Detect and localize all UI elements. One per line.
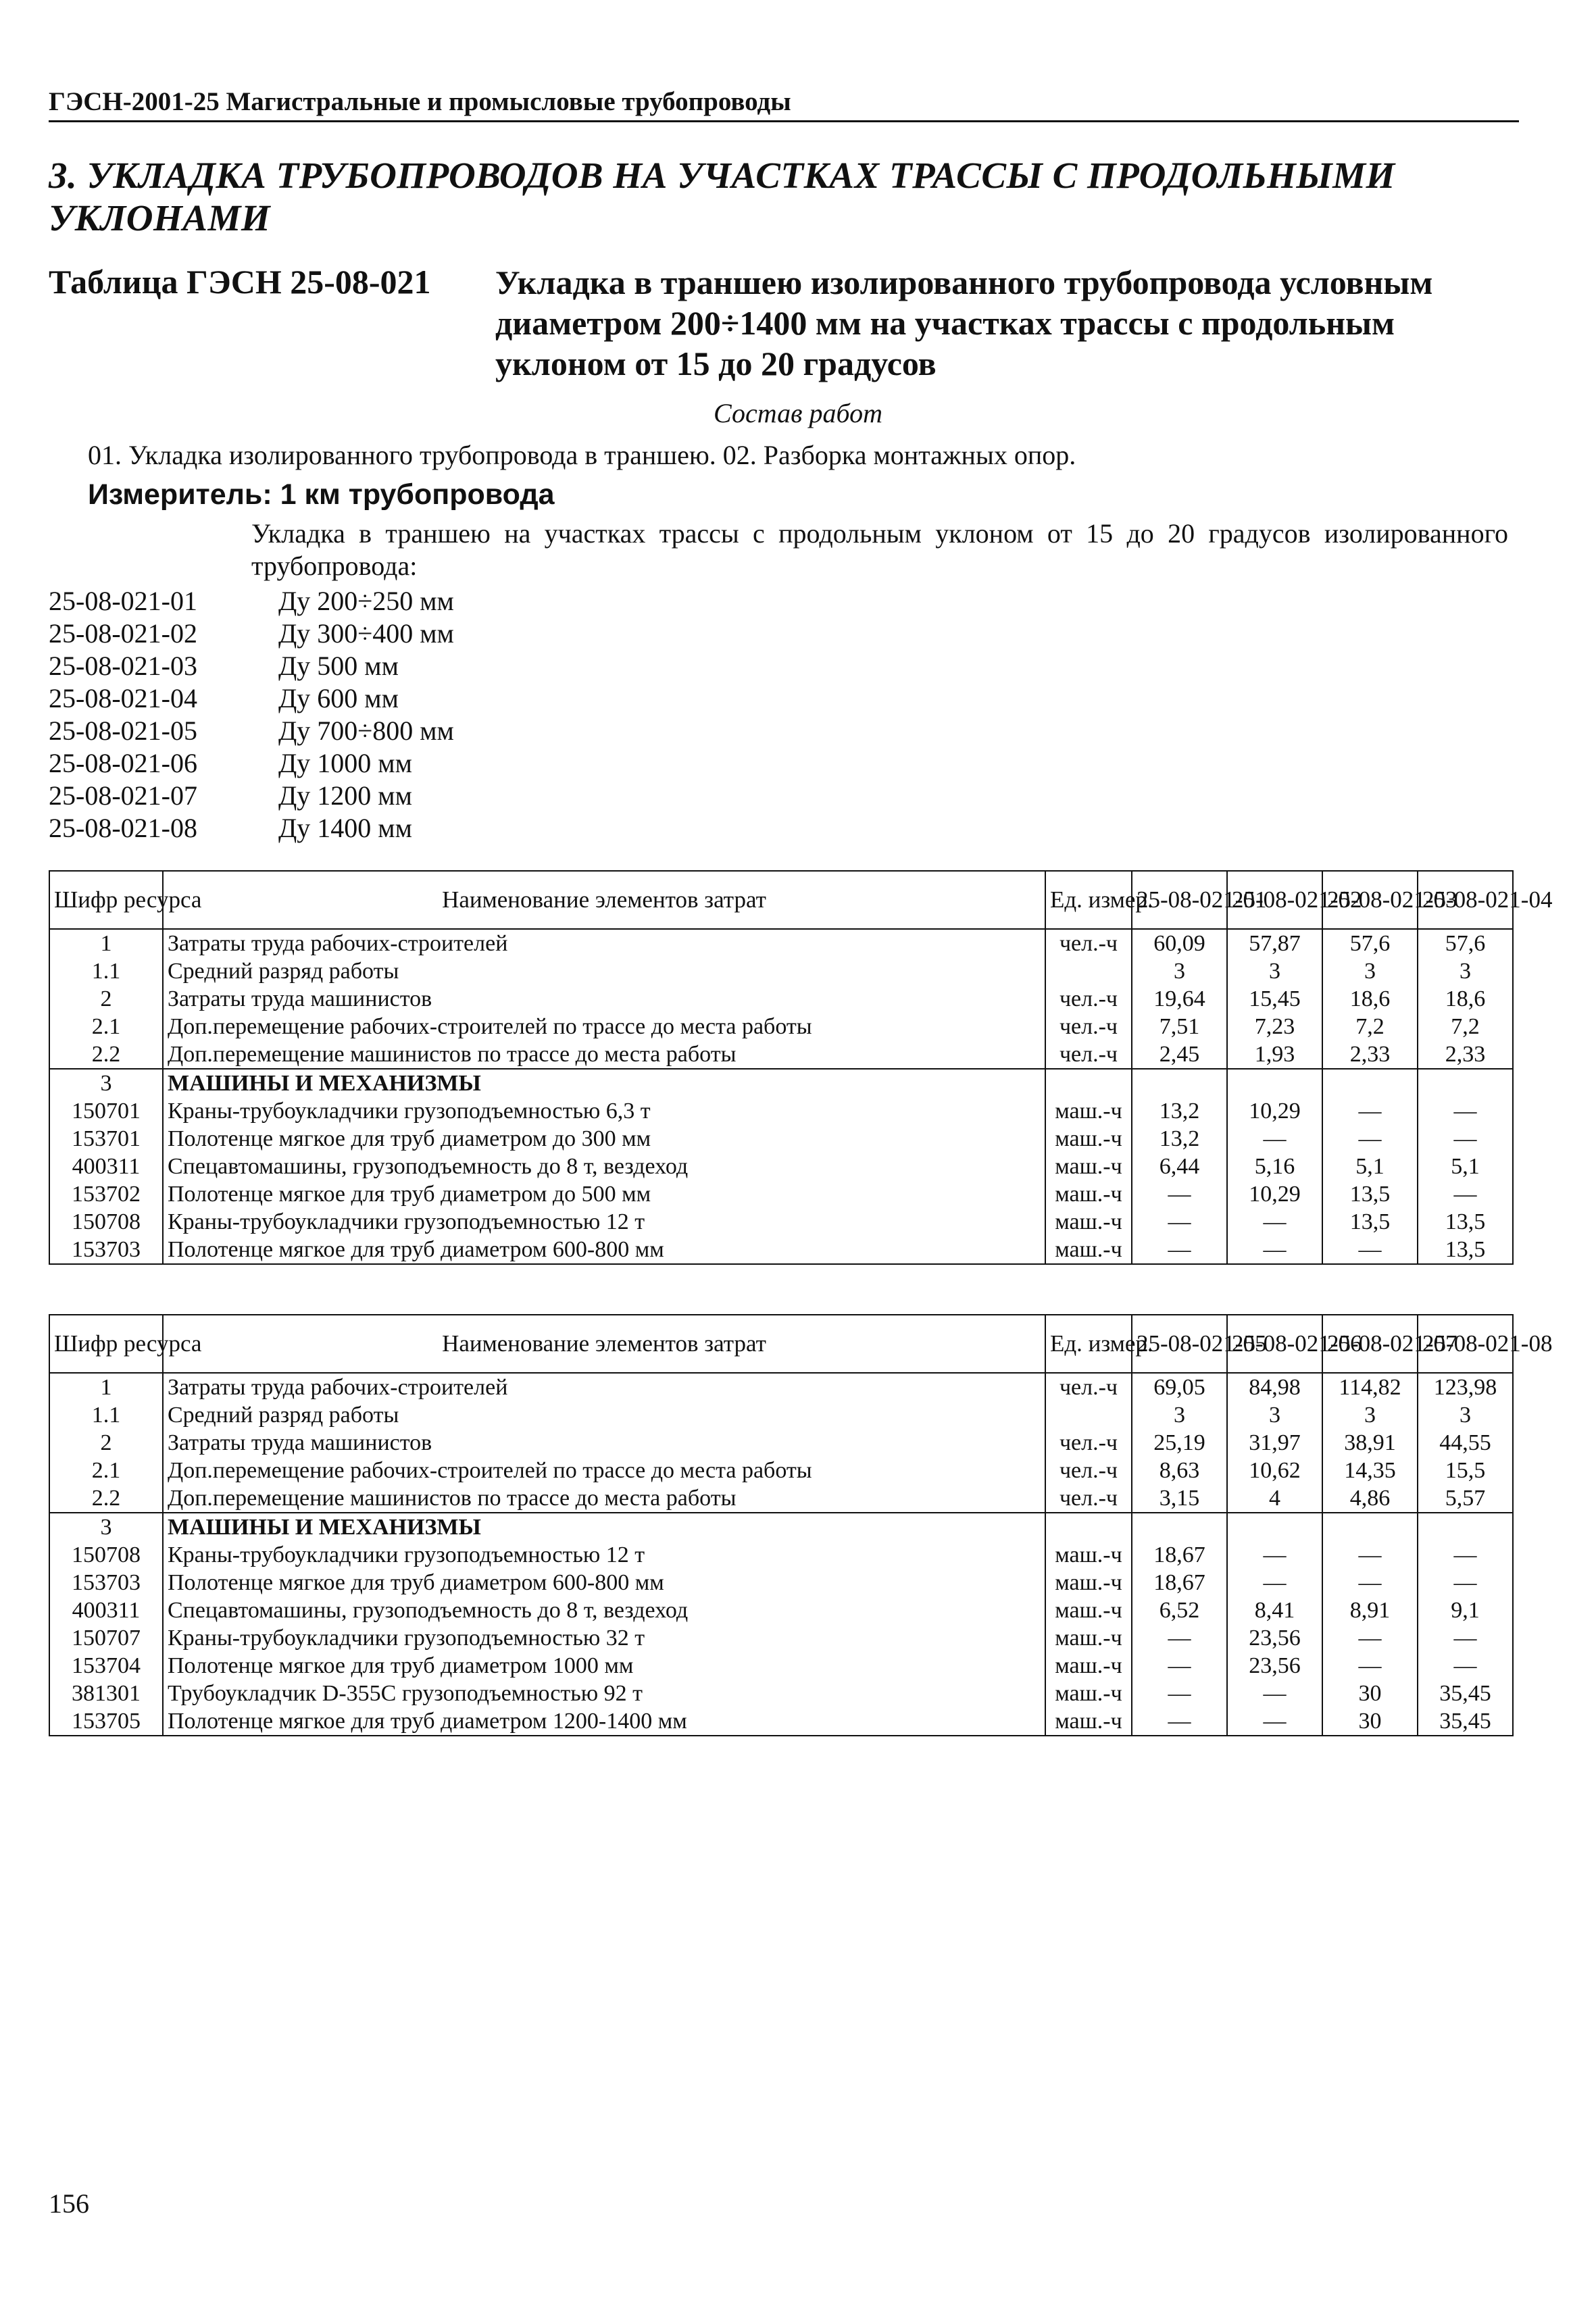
norm-code: 25-08-021-05 bbox=[49, 715, 197, 746]
cell-value: 57,87 bbox=[1227, 929, 1322, 957]
cell-name: МАШИНЫ И МЕХАНИЗМЫ bbox=[163, 1513, 1045, 1541]
norm-item bbox=[49, 780, 454, 812]
cell-name: Средний разряд работы bbox=[163, 1401, 1045, 1429]
cell-value bbox=[1227, 1069, 1322, 1097]
norm-item bbox=[49, 650, 454, 682]
cell-unit: маш.-ч bbox=[1045, 1180, 1132, 1208]
norm-item bbox=[49, 618, 454, 650]
cell-value: — bbox=[1418, 1652, 1513, 1680]
table-row bbox=[49, 1236, 1513, 1264]
norms-list bbox=[49, 585, 454, 845]
cell-code: 2.1 bbox=[49, 1457, 163, 1484]
header-norm: 25-08-021-04 bbox=[1418, 871, 1513, 929]
cell-code: 3 bbox=[49, 1069, 163, 1097]
cell-value: — bbox=[1132, 1236, 1227, 1264]
cell-name: Полотенце мягкое для труб диаметром 600-800 мм bbox=[163, 1569, 1045, 1596]
norm-code: 25-08-021-02 bbox=[49, 618, 197, 649]
cell-value: — bbox=[1227, 1125, 1322, 1153]
resource-table-1 bbox=[49, 870, 1553, 1265]
cell-value: 2,45 bbox=[1132, 1040, 1227, 1069]
cell-code: 150707 bbox=[49, 1624, 163, 1652]
cell-value: 3 bbox=[1132, 1401, 1227, 1429]
table-row bbox=[49, 1013, 1513, 1040]
cell-unit: маш.-ч bbox=[1045, 1541, 1132, 1569]
cell-unit: чел.-ч bbox=[1045, 1040, 1132, 1069]
table-row bbox=[49, 1652, 1513, 1680]
cell-unit: маш.-ч bbox=[1045, 1680, 1132, 1707]
cell-code: 381301 bbox=[49, 1680, 163, 1707]
cell-value: 2,33 bbox=[1322, 1040, 1418, 1069]
cell-code: 153701 bbox=[49, 1125, 163, 1153]
cell-unit: чел.-ч bbox=[1045, 929, 1132, 957]
cell-value: 4 bbox=[1227, 1484, 1322, 1513]
cell-unit: чел.-ч bbox=[1045, 985, 1132, 1013]
cell-unit bbox=[1045, 1513, 1132, 1541]
cell-unit: чел.-ч bbox=[1045, 1013, 1132, 1040]
cell-unit: чел.-ч bbox=[1045, 1429, 1132, 1457]
cell-code: 153702 bbox=[49, 1180, 163, 1208]
cell-value: 13,2 bbox=[1132, 1097, 1227, 1125]
cell-name: Доп.перемещение рабочих-строителей по трассе до места работы bbox=[163, 1457, 1045, 1484]
header-norm: 25-08-021-07 bbox=[1322, 1315, 1418, 1373]
table-row bbox=[49, 929, 1513, 957]
cell-value: 13,5 bbox=[1322, 1180, 1418, 1208]
norm-code: 25-08-021-07 bbox=[49, 780, 197, 811]
cell-value: 7,2 bbox=[1322, 1013, 1418, 1040]
cell-unit bbox=[1045, 1069, 1132, 1097]
cell-value: — bbox=[1322, 1541, 1418, 1569]
norm-item bbox=[49, 715, 454, 747]
norm-code: 25-08-021-08 bbox=[49, 813, 197, 843]
table-row bbox=[49, 1040, 1513, 1069]
cell-value: 4,86 bbox=[1322, 1484, 1418, 1513]
cell-name: МАШИНЫ И МЕХАНИЗМЫ bbox=[163, 1069, 1045, 1097]
cell-unit: маш.-ч bbox=[1045, 1707, 1132, 1736]
cell-code: 2.2 bbox=[49, 1040, 163, 1069]
cell-value: 114,82 bbox=[1322, 1373, 1418, 1401]
norm-desc: Ду 500 мм bbox=[278, 651, 399, 681]
cell-value bbox=[1322, 1069, 1418, 1097]
cell-name: Затраты труда машинистов bbox=[163, 985, 1045, 1013]
norms-intro: Укладка в траншею на участках трассы с продольным уклоном от 15 до 20 градусов изолированного трубопровода: bbox=[251, 518, 1508, 581]
cell-unit: маш.-ч bbox=[1045, 1569, 1132, 1596]
cell-code: 400311 bbox=[49, 1153, 163, 1180]
cell-value: 14,35 bbox=[1322, 1457, 1418, 1484]
cell-unit: чел.-ч bbox=[1045, 1457, 1132, 1484]
cell-code: 150701 bbox=[49, 1097, 163, 1125]
table-label: Таблица ГЭСН 25-08-021 bbox=[49, 263, 431, 301]
cell-value: 123,98 bbox=[1418, 1373, 1513, 1401]
cell-value: — bbox=[1132, 1680, 1227, 1707]
header-unit: Ед. измер. bbox=[1045, 871, 1132, 929]
header-norm: 25-08-021-03 bbox=[1322, 871, 1418, 929]
cell-value: 3 bbox=[1132, 957, 1227, 985]
norm-code: 25-08-021-04 bbox=[49, 683, 197, 713]
cell-value: 57,6 bbox=[1418, 929, 1513, 957]
table-caption: Укладка в траншею изолированного трубопровода условным диаметром 200÷1400 мм на участках трассы с продольным уклоном от 15 до 20 градусов bbox=[495, 263, 1433, 382]
cell-code: 1 bbox=[49, 929, 163, 957]
cell-value: 3 bbox=[1322, 1401, 1418, 1429]
cell-code: 1.1 bbox=[49, 957, 163, 985]
cell-value: 84,98 bbox=[1227, 1373, 1322, 1401]
cell-value bbox=[1132, 1069, 1227, 1097]
cell-name: Затраты труда машинистов bbox=[163, 1429, 1045, 1457]
cell-value: 6,44 bbox=[1132, 1153, 1227, 1180]
header-norm: 25-08-021-06 bbox=[1227, 1315, 1322, 1373]
cell-unit: маш.-ч bbox=[1045, 1624, 1132, 1652]
cell-value: 8,91 bbox=[1322, 1596, 1418, 1624]
header-code: Шифр ресурса bbox=[49, 1315, 163, 1373]
cell-code: 153703 bbox=[49, 1569, 163, 1596]
cell-value: 18,6 bbox=[1418, 985, 1513, 1013]
cell-value: — bbox=[1322, 1125, 1418, 1153]
cell-value: — bbox=[1132, 1180, 1227, 1208]
cell-value: — bbox=[1132, 1208, 1227, 1236]
running-header: ГЭСН-2001-25 Магистральные и промысловые трубопроводы bbox=[49, 87, 791, 116]
cell-name: Краны-трубоукладчики грузоподъемностью 12 т bbox=[163, 1208, 1045, 1236]
cell-value: 23,56 bbox=[1227, 1624, 1322, 1652]
cell-value: 23,56 bbox=[1227, 1652, 1322, 1680]
cell-value bbox=[1132, 1513, 1227, 1541]
cell-name: Полотенце мягкое для труб диаметром 600-800 мм bbox=[163, 1236, 1045, 1264]
cell-value: — bbox=[1132, 1652, 1227, 1680]
table-row bbox=[49, 1680, 1513, 1707]
cell-value: 18,67 bbox=[1132, 1569, 1227, 1596]
table-row bbox=[49, 1401, 1513, 1429]
cell-value: 18,67 bbox=[1132, 1541, 1227, 1569]
cell-name: Краны-трубоукладчики грузоподъемностью 6,3 т bbox=[163, 1097, 1045, 1125]
cell-value: 19,64 bbox=[1132, 985, 1227, 1013]
cell-code: 150708 bbox=[49, 1208, 163, 1236]
norm-item bbox=[49, 747, 454, 780]
cell-name: Средний разряд работы bbox=[163, 957, 1045, 985]
cell-value: — bbox=[1322, 1652, 1418, 1680]
header-unit: Ед. измер. bbox=[1045, 1315, 1132, 1373]
cell-value: 5,16 bbox=[1227, 1153, 1322, 1180]
cell-value: — bbox=[1227, 1541, 1322, 1569]
norm-desc: Ду 600 мм bbox=[278, 683, 399, 713]
cell-value: 10,62 bbox=[1227, 1457, 1322, 1484]
cell-code: 1 bbox=[49, 1373, 163, 1401]
cell-value: 8,41 bbox=[1227, 1596, 1322, 1624]
norm-desc: Ду 200÷250 мм bbox=[278, 586, 454, 616]
cell-name: Доп.перемещение машинистов по трассе до места работы bbox=[163, 1040, 1045, 1069]
cell-value: 25,19 bbox=[1132, 1429, 1227, 1457]
cell-value: 3 bbox=[1418, 1401, 1513, 1429]
cell-value: — bbox=[1418, 1125, 1513, 1153]
table-row bbox=[49, 957, 1513, 985]
works-heading: Состав работ bbox=[714, 398, 882, 428]
cell-value: 3 bbox=[1227, 957, 1322, 985]
meter-unit: Измеритель: 1 км трубопровода bbox=[88, 478, 555, 511]
table-row bbox=[49, 1596, 1513, 1624]
cell-value: 38,91 bbox=[1322, 1429, 1418, 1457]
cell-value: 18,6 bbox=[1322, 985, 1418, 1013]
cell-value: — bbox=[1418, 1180, 1513, 1208]
table-row bbox=[49, 1457, 1513, 1484]
table-row bbox=[49, 1373, 1513, 1401]
cell-name: Затраты труда рабочих-строителей bbox=[163, 1373, 1045, 1401]
table-row bbox=[49, 1569, 1513, 1596]
cell-name: Краны-трубоукладчики грузоподъемностью 12 т bbox=[163, 1541, 1045, 1569]
cell-value: 3 bbox=[1418, 957, 1513, 985]
cell-code: 400311 bbox=[49, 1596, 163, 1624]
cell-name: Краны-трубоукладчики грузоподъемностью 32 т bbox=[163, 1624, 1045, 1652]
cell-value: — bbox=[1322, 1236, 1418, 1264]
cell-value: — bbox=[1227, 1680, 1322, 1707]
table-row bbox=[49, 1097, 1513, 1125]
norm-desc: Ду 1400 мм bbox=[278, 813, 412, 843]
cell-unit bbox=[1045, 1401, 1132, 1429]
cell-value: 15,45 bbox=[1227, 985, 1322, 1013]
cell-value: 13,5 bbox=[1418, 1208, 1513, 1236]
cell-unit bbox=[1045, 957, 1132, 985]
cell-value bbox=[1418, 1069, 1513, 1097]
norm-code: 25-08-021-01 bbox=[49, 586, 197, 616]
cell-value bbox=[1418, 1513, 1513, 1541]
table-row bbox=[49, 985, 1513, 1013]
cell-value: 5,57 bbox=[1418, 1484, 1513, 1513]
header-code: Шифр ресурса bbox=[49, 871, 163, 929]
cell-value: 3 bbox=[1227, 1401, 1322, 1429]
cell-value: 30 bbox=[1322, 1707, 1418, 1736]
cell-value: 31,97 bbox=[1227, 1429, 1322, 1457]
cell-value: 13,5 bbox=[1418, 1236, 1513, 1264]
norm-desc: Ду 300÷400 мм bbox=[278, 618, 454, 649]
header-norm: 25-08-021-05 bbox=[1132, 1315, 1227, 1373]
cell-name: Спецавтомашины, грузоподъемность до 8 т, вездеход bbox=[163, 1596, 1045, 1624]
cell-code: 1.1 bbox=[49, 1401, 163, 1429]
cell-value: 7,51 bbox=[1132, 1013, 1227, 1040]
cell-value: 57,6 bbox=[1322, 929, 1418, 957]
norm-desc: Ду 1000 мм bbox=[278, 748, 412, 778]
cell-value: — bbox=[1322, 1097, 1418, 1125]
cell-value: — bbox=[1132, 1707, 1227, 1736]
section-title: 3. УКЛАДКА ТРУБОПРОВОДОВ НА УЧАСТКАХ ТРАССЫ С ПРОДОЛЬНЫМИ УКЛОНАМИ bbox=[49, 155, 1395, 238]
cell-unit: маш.-ч bbox=[1045, 1097, 1132, 1125]
norm-desc: Ду 1200 мм bbox=[278, 780, 412, 811]
cell-unit: чел.-ч bbox=[1045, 1484, 1132, 1513]
norm-item bbox=[49, 812, 454, 845]
header-rule bbox=[49, 120, 1519, 122]
cell-value: 8,63 bbox=[1132, 1457, 1227, 1484]
cell-value: 10,29 bbox=[1227, 1097, 1322, 1125]
cell-unit: чел.-ч bbox=[1045, 1373, 1132, 1401]
cell-value: 7,2 bbox=[1418, 1013, 1513, 1040]
cell-unit: маш.-ч bbox=[1045, 1596, 1132, 1624]
header-name: Наименование элементов затрат bbox=[163, 871, 1045, 929]
cell-value: 10,29 bbox=[1227, 1180, 1322, 1208]
cell-name: Полотенце мягкое для труб диаметром 1000 мм bbox=[163, 1652, 1045, 1680]
cell-value bbox=[1227, 1513, 1322, 1541]
cell-code: 153704 bbox=[49, 1652, 163, 1680]
cell-value: — bbox=[1227, 1236, 1322, 1264]
cell-value: 15,5 bbox=[1418, 1457, 1513, 1484]
norm-code: 25-08-021-03 bbox=[49, 651, 197, 681]
cell-value: 30 bbox=[1322, 1680, 1418, 1707]
table-row bbox=[49, 1624, 1513, 1652]
table-row bbox=[49, 1208, 1513, 1236]
table-row bbox=[49, 1180, 1513, 1208]
norm-code: 25-08-021-06 bbox=[49, 748, 197, 778]
cell-value: 7,23 bbox=[1227, 1013, 1322, 1040]
cell-value: 3 bbox=[1322, 957, 1418, 985]
cell-value: 3,15 bbox=[1132, 1484, 1227, 1513]
header-norm: 25-08-021-01 bbox=[1132, 871, 1227, 929]
cell-value bbox=[1322, 1513, 1418, 1541]
cell-value: — bbox=[1322, 1624, 1418, 1652]
works-text: 01. Укладка изолированного трубопровода в траншею. 02. Разборка монтажных опор. bbox=[88, 440, 1076, 470]
cell-unit: маш.-ч bbox=[1045, 1652, 1132, 1680]
cell-value: 5,1 bbox=[1418, 1153, 1513, 1180]
cell-name: Спецавтомашины, грузоподъемность до 8 т, вездеход bbox=[163, 1153, 1045, 1180]
table-row bbox=[49, 1153, 1513, 1180]
header-norm: 25-08-021-08 bbox=[1418, 1315, 1513, 1373]
cell-value: 6,52 bbox=[1132, 1596, 1227, 1624]
cell-name: Полотенце мягкое для труб диаметром до 300 мм bbox=[163, 1125, 1045, 1153]
table-row bbox=[49, 1707, 1513, 1736]
cell-code: 3 bbox=[49, 1513, 163, 1541]
cell-name: Трубоукладчик D-355C грузоподъемностью 92 т bbox=[163, 1680, 1045, 1707]
cell-value: — bbox=[1322, 1569, 1418, 1596]
cell-code: 2 bbox=[49, 985, 163, 1013]
cell-code: 153705 bbox=[49, 1707, 163, 1736]
cell-value: 2,33 bbox=[1418, 1040, 1513, 1069]
cell-value: — bbox=[1132, 1624, 1227, 1652]
cell-value: — bbox=[1418, 1097, 1513, 1125]
cell-code: 153703 bbox=[49, 1236, 163, 1264]
cell-value: — bbox=[1418, 1624, 1513, 1652]
cell-unit: маш.-ч bbox=[1045, 1125, 1132, 1153]
cell-value: 69,05 bbox=[1132, 1373, 1227, 1401]
cell-unit: маш.-ч bbox=[1045, 1208, 1132, 1236]
table-row bbox=[49, 1484, 1513, 1513]
table-row bbox=[49, 1513, 1513, 1541]
cell-value: 1,93 bbox=[1227, 1040, 1322, 1069]
header-name: Наименование элементов затрат bbox=[163, 1315, 1045, 1373]
cell-value: 60,09 bbox=[1132, 929, 1227, 957]
page-number: 156 bbox=[49, 2188, 89, 2219]
cell-value: 44,55 bbox=[1418, 1429, 1513, 1457]
header-norm: 25-08-021-02 bbox=[1227, 871, 1322, 929]
table-row bbox=[49, 1125, 1513, 1153]
cell-code: 2.1 bbox=[49, 1013, 163, 1040]
cell-value: 35,45 bbox=[1418, 1680, 1513, 1707]
cell-value: — bbox=[1227, 1707, 1322, 1736]
cell-value: 9,1 bbox=[1418, 1596, 1513, 1624]
cell-name: Доп.перемещение рабочих-строителей по трассе до места работы bbox=[163, 1013, 1045, 1040]
cell-name: Доп.перемещение машинистов по трассе до места работы bbox=[163, 1484, 1045, 1513]
cell-name: Затраты труда рабочих-строителей bbox=[163, 929, 1045, 957]
cell-value: — bbox=[1227, 1569, 1322, 1596]
cell-value: 13,2 bbox=[1132, 1125, 1227, 1153]
cell-code: 150708 bbox=[49, 1541, 163, 1569]
norm-item bbox=[49, 585, 454, 618]
cell-value: — bbox=[1227, 1208, 1322, 1236]
cell-value: — bbox=[1418, 1569, 1513, 1596]
cell-unit: маш.-ч bbox=[1045, 1236, 1132, 1264]
cell-unit: маш.-ч bbox=[1045, 1153, 1132, 1180]
cell-value: 35,45 bbox=[1418, 1707, 1513, 1736]
cell-name: Полотенце мягкое для труб диаметром 1200-1400 мм bbox=[163, 1707, 1045, 1736]
table-row bbox=[49, 1069, 1513, 1097]
cell-code: 2.2 bbox=[49, 1484, 163, 1513]
cell-name: Полотенце мягкое для труб диаметром до 500 мм bbox=[163, 1180, 1045, 1208]
resource-table-2 bbox=[49, 1314, 1553, 1736]
cell-value: 13,5 bbox=[1322, 1208, 1418, 1236]
cell-code: 2 bbox=[49, 1429, 163, 1457]
table-row bbox=[49, 1541, 1513, 1569]
table-row bbox=[49, 1429, 1513, 1457]
cell-value: — bbox=[1418, 1541, 1513, 1569]
cell-value: 5,1 bbox=[1322, 1153, 1418, 1180]
norm-desc: Ду 700÷800 мм bbox=[278, 715, 454, 746]
norm-item bbox=[49, 682, 454, 715]
